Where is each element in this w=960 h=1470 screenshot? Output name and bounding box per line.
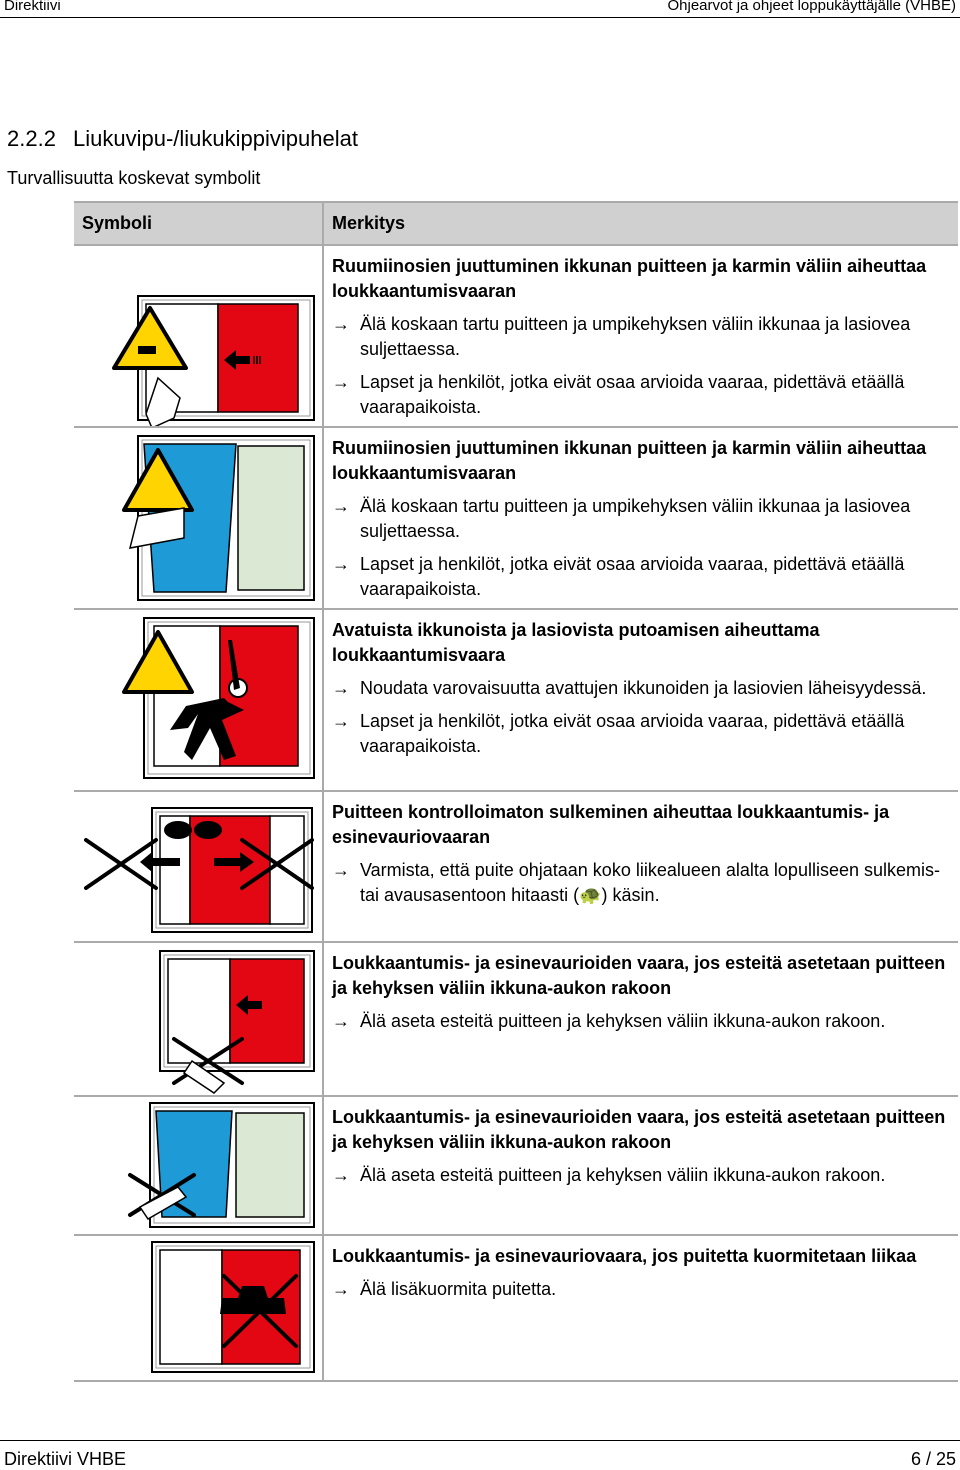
table-row: [74, 792, 958, 943]
list-item: → Noudata varovaisuutta avattujen ikkunoiden ja lasiovien läheisyydessä.: [332, 678, 927, 698]
footer-left: Direktiivi VHBE: [4, 1449, 127, 1469]
meaning-cell: [332, 618, 952, 767]
list-item: → Älä koskaan tartu puitteen ja umpikehyksen väliin ikkunaa ja lasiovea suljettaessa.: [332, 496, 911, 541]
section-subtitle: Turvallisuutta koskevat symbolit: [7, 168, 261, 188]
overload-weight-window-icon: [74, 1236, 320, 1380]
obstacle-tilt-window-icon: [74, 1097, 320, 1234]
meaning-cell: [332, 436, 952, 610]
table-row: [74, 610, 958, 792]
header-left: Direktiivi: [4, 0, 61, 14]
list-item: → Lapset ja henkilöt, jotka eivät osaa arvioida vaaraa, pidettävä etäällä vaarapaikoista.: [332, 372, 905, 417]
symbol-cell: [74, 943, 320, 1095]
page-footer: [0, 1440, 960, 1469]
meaning-cell: [332, 1105, 952, 1196]
header-right: Ohjearvot ja ohjeet loppukäyttäjälle (VHBE): [667, 0, 956, 14]
symbol-cell: [74, 792, 320, 941]
table-row: [74, 943, 958, 1097]
page-header: [0, 0, 960, 18]
section-title: [7, 126, 358, 152]
list-item: → Älä koskaan tartu puitteen ja umpikehyksen väliin ikkunaa ja lasiovea suljettaessa.: [332, 314, 911, 359]
symbol-cell: [74, 1097, 320, 1234]
list-item: → Lapset ja henkilöt, jotka eivät osaa arvioida vaaraa, pidettävä etäällä vaarapaikoista.: [332, 711, 905, 756]
col-meaning-header: Merkitys: [332, 213, 406, 233]
section-number: 2.2.2: [7, 126, 56, 151]
obstacle-sliding-window-icon: [74, 943, 320, 1095]
symbols-table: [74, 201, 958, 1382]
meaning-cell: [332, 1244, 952, 1310]
table-row: [74, 1236, 958, 1382]
list-item: → Älä aseta esteitä puitteen ja kehyksen väliin ikkuna-aukon rakoon.: [332, 1165, 886, 1185]
symbol-cell: [74, 428, 320, 608]
list-item: → Lapset ja henkilöt, jotka eivät osaa arvioida vaaraa, pidettävä etäällä vaarapaikoista.: [332, 554, 905, 599]
row-heading: Ruumiinosien juuttuminen ikkunan puitteen ja karmin väliin aiheuttaa loukkaantumisvaaran: [332, 256, 927, 301]
meaning-cell: [332, 951, 952, 1042]
page-number: 6 / 25: [910, 1449, 956, 1469]
list-item: → Älä aseta esteitä puitteen ja kehyksen väliin ikkuna-aukon rakoon.: [332, 1011, 886, 1031]
meaning-cell: [332, 800, 952, 916]
hand-crush-sliding-window-icon: [74, 246, 320, 426]
meaning-cell: [332, 254, 952, 428]
symbol-cell: [74, 610, 320, 790]
section-title-text: Liukuvipu-/liukukippivipuhelat: [73, 126, 358, 151]
table-row: [74, 246, 958, 428]
hand-crush-tilt-window-icon: [74, 428, 320, 608]
col-symbol-header: Symboli: [82, 213, 153, 233]
list-item: → Älä lisäkuormita puitetta.: [332, 1279, 557, 1299]
table-row: [74, 1097, 958, 1236]
row-heading: Loukkaantumis- ja esinevaurioiden vaara, jos esteitä asetetaan puitteen ja kehyksen väliin ikkuna-aukon rakoon: [332, 1107, 946, 1152]
list-item: → Varmista, että puite ohjataan koko liikealueen alalta lopulliseen sulkemis- tai avausasentoon hitaasti (🐢) käsin.: [332, 860, 940, 905]
falling-person-window-icon: [74, 610, 320, 790]
row-heading: Ruumiinosien juuttuminen ikkunan puitteen ja karmin väliin aiheuttaa loukkaantumisvaaran: [332, 438, 927, 483]
row-heading: Loukkaantumis- ja esinevauriovaara, jos puitetta kuormitetaan liikaa: [332, 1246, 917, 1266]
table-header: [74, 201, 958, 246]
symbol-cell: [74, 246, 320, 426]
row-heading: Loukkaantumis- ja esinevaurioiden vaara, jos esteitä asetetaan puitteen ja kehyksen väliin ikkuna-aukon rakoon: [332, 953, 946, 998]
uncontrolled-closing-window-icon: [74, 792, 320, 941]
row-heading: Puitteen kontrolloimaton sulkeminen aiheuttaa loukkaantumis- ja esinevauriovaaran: [332, 802, 890, 847]
table-row: [74, 428, 958, 610]
row-heading: Avatuista ikkunoista ja lasiovista putoamisen aiheuttama loukkaantumisvaara: [332, 620, 820, 665]
symbol-cell: [74, 1236, 320, 1380]
